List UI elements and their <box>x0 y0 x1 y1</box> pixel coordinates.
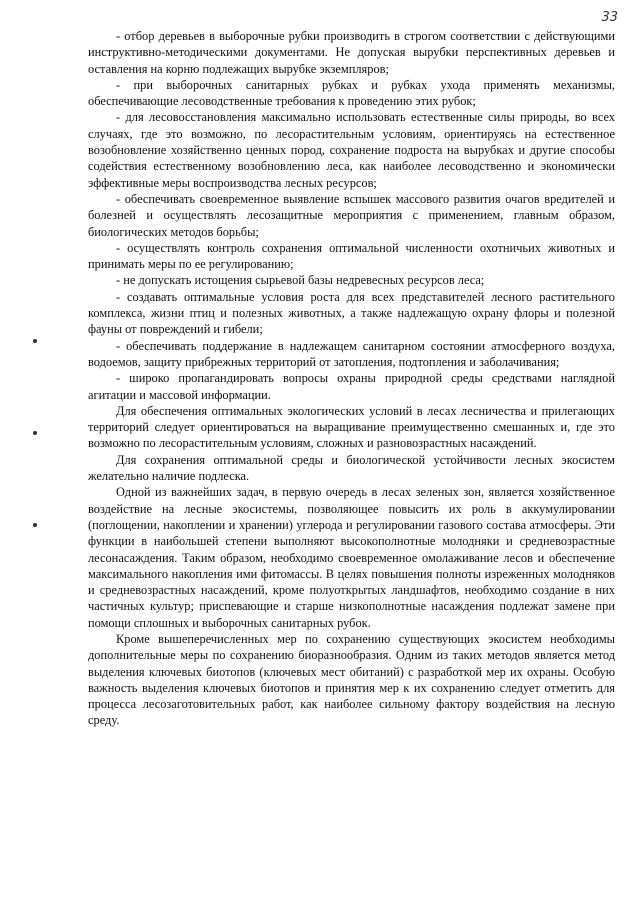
margin-dot <box>33 523 37 527</box>
paragraph: Одной из важнейших задач, в первую очередь в лесах зеленых зон, является хозяйственное воздействие на лесные экосистемы, позволяющее повысить их роль в аккумулировании (поглощении, накоплении и хранении) углерода и регулировании газового состава атмосферы. Эти функции в наибольшей степени выполняют высокополнотные молодняки и средневозрастные лесонасаждения. Таким образом, необходимо своевременное омолаживание лесов и обеспечение максимального накопления ими фитомассы. В целях повышения полноты изреженных молодняков и средневозрастных насаждений, кроме полуоткрытых ландшафтов, необходимо создание в них частичных культур; приспевающие и старше низкополнотные насаждения подлежат замене при помощи сплошных и выборочных санитарных рубок. <box>88 485 615 630</box>
paragraph: Кроме вышеперечисленных мер по сохранению существующих экосистем необходимы дополнительные меры по сохранению биоразнообразия. Одним из таких методов является метод выделения ключевых биотопов (ключевых мест обитаний) с разработкой мер их охраны. Особую важность выделения ключевых биотопов и принятия мер к их сохранению следует отметить для процесса лесозаготовительных работ, как наиболее сильному фактору воздействия на лесную среду. <box>88 631 615 728</box>
paragraph: - отбор деревьев в выборочные рубки производить в строгом соответствии с действующими инструктивно-методическими документами. Не допуская вырубки перспективных деревьев и оставления на корню подлежащих вырубке экземпляров; <box>88 29 615 76</box>
paragraph: Для обеспечения оптимальных экологических условий в лесах лесничества и прилегающих территорий следует ориентироваться на выращивание преимущественно смешанных и, где это возможно по лесорастительным условиям, сложных и разновозрастных насаждений. <box>88 403 615 451</box>
paragraph: - осуществлять контроль сохранения оптимальной численности охотничьих животных и принимать меры по ее регулированию; <box>88 240 615 272</box>
paragraph: - для лесовосстановления максимально использовать естественные силы природы, во всех случаях, где это возможно, по лесорастительным условиям, ориентируясь на естественное возобновление хозяйственно ценных пород, сохранение подроста на вырубках и другие способы содействия естественному возобновлению леса, как наиболее лесоводственно и экономически эффективные меры воспроизводства лесных ресурсов; <box>88 110 615 190</box>
paragraph: - не допускать истощения сырьевой базы недревесных ресурсов леса; <box>116 273 485 288</box>
margin-dot <box>33 431 37 435</box>
document-body <box>88 28 615 729</box>
paragraph: - при выборочных санитарных рубках и рубках ухода применять механизмы, обеспечивающие лесоводственные требования к проведению этих рубок; <box>88 77 615 109</box>
paragraph: - обеспечивать своевременное выявление вспышек массового развития очагов вредителей и болезней и осуществлять лесозащитные мероприятия с применением, главным образом, биологических методов борьбы; <box>88 191 615 239</box>
paragraph: - обеспечивать поддержание в надлежащем санитарном состоянии атмосферного воздуха, водоемов, защиту прибрежных территорий от затопления, подтопления и заболачивания; <box>88 338 615 369</box>
margin-dot <box>33 339 37 343</box>
paragraph: - широко пропагандировать вопросы охраны природной среды средствами наглядной агитации и массовой информации. <box>88 371 615 402</box>
paragraph: Для сохранения оптимальной среды и биологической устойчивости лесных экосистем желательно наличие подлеска. <box>88 452 615 484</box>
paragraph: - создавать оптимальные условия роста для всех представителей лесного растительного комплекса, жизни птиц и полезных животных, а также надлежащую охрану флоры и полезной фауны от повреждений и гибели; <box>88 289 615 337</box>
page-number: 33 <box>601 10 618 25</box>
